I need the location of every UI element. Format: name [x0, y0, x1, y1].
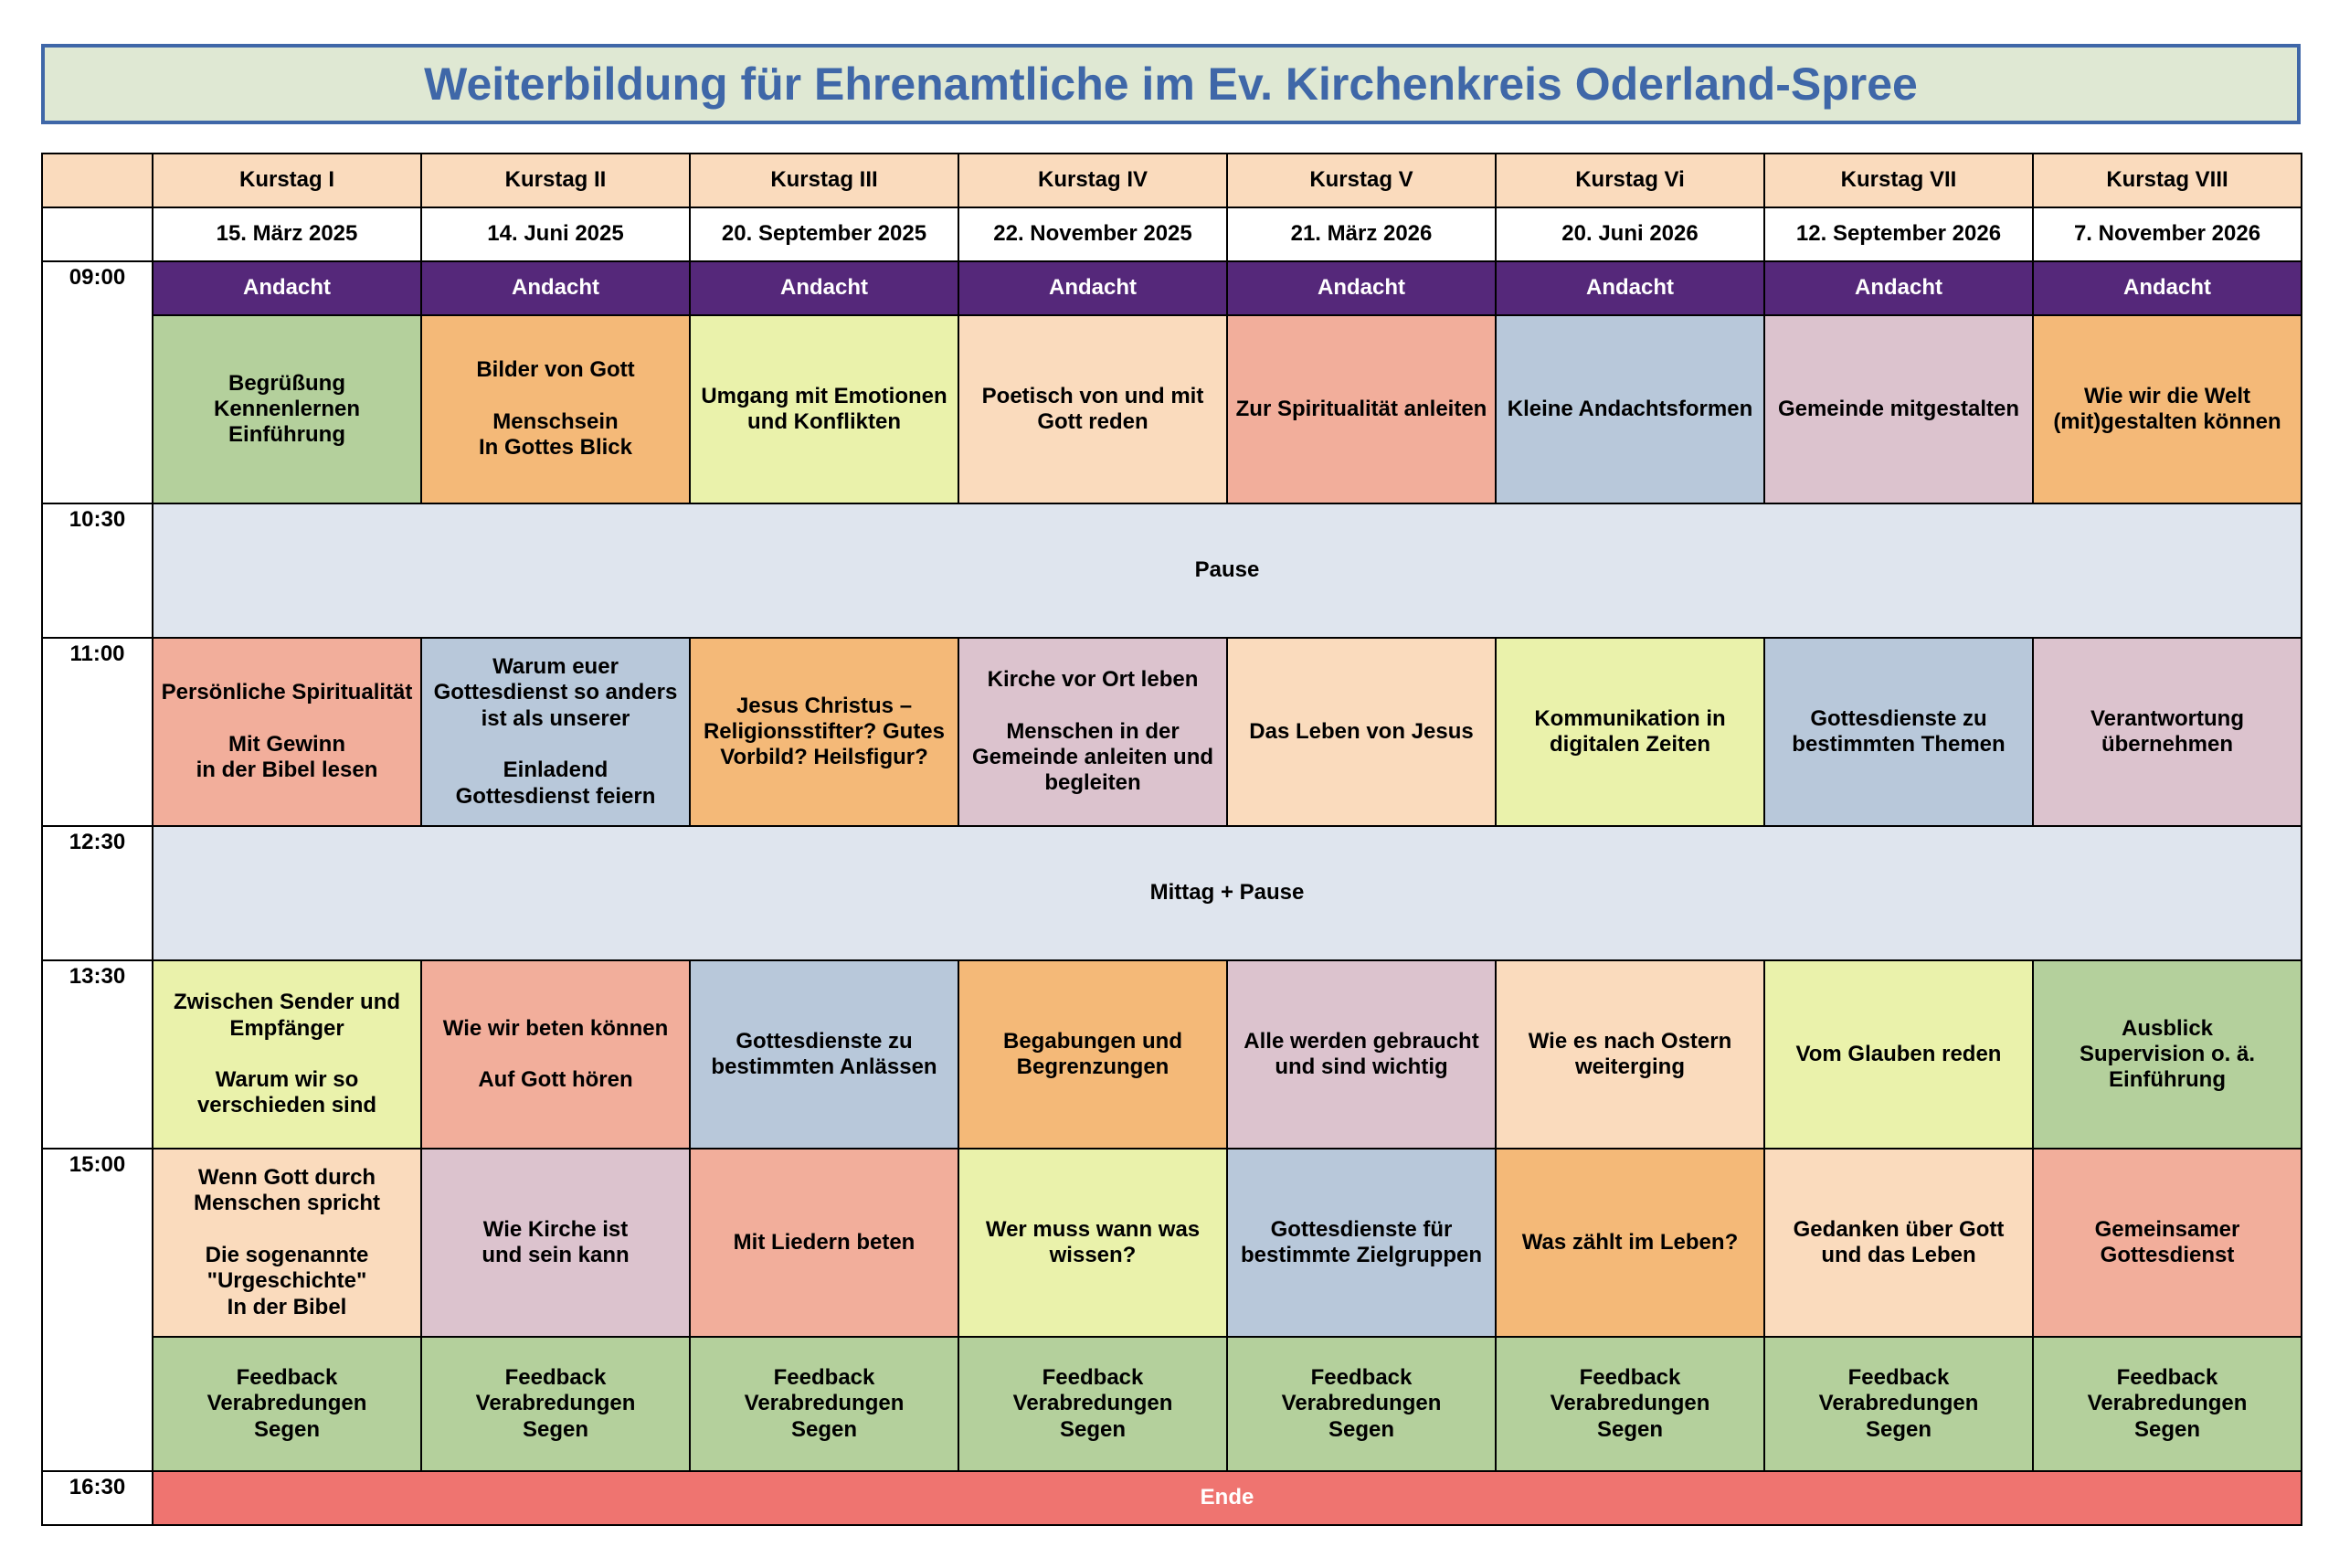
- andacht-cell: Andacht: [690, 261, 958, 315]
- andacht-cell: Andacht: [1227, 261, 1496, 315]
- schedule-table: [41, 153, 2302, 1526]
- kurstag-date: 21. März 2026: [1227, 207, 1496, 261]
- kurstag-date: 22. November 2025: [958, 207, 1227, 261]
- andacht-cell: Andacht: [421, 261, 690, 315]
- schedule-row: [42, 638, 2302, 826]
- andacht-cell: Andacht: [153, 261, 421, 315]
- schedule-row: [42, 1471, 2302, 1525]
- schedule-row: [42, 1149, 2302, 1337]
- kurstag-date: 14. Juni 2025: [421, 207, 690, 261]
- page-title: Weiterbildung für Ehrenamtliche im Ev. Kirchenkreis Oderland-Spree: [424, 58, 1918, 110]
- session-cell: Warum euer Gottesdienst so anders ist als unserer Einladend Gottesdienst feiern: [421, 638, 690, 826]
- andacht-cell: Andacht: [2033, 261, 2302, 315]
- session-cell: Jesus Christus – Religionsstifter? Gutes Vorbild? Heilsfigur?: [690, 638, 958, 826]
- time-label: 09:00: [42, 261, 153, 503]
- session-cell: Gemeinsamer Gottesdienst: [2033, 1149, 2302, 1337]
- session-cell: Alle werden gebraucht und sind wichtig: [1227, 960, 1496, 1149]
- schedule-row: [42, 154, 2302, 207]
- schedule-row: [42, 960, 2302, 1149]
- title-banner: [41, 44, 2301, 124]
- kurstag-date: 20. September 2025: [690, 207, 958, 261]
- kurstag-header: Kurstag VII: [1764, 154, 2033, 207]
- time-label: 13:30: [42, 960, 153, 1149]
- schedule-row: [42, 315, 2302, 503]
- session-cell: Wer muss wann was wissen?: [958, 1149, 1227, 1337]
- session-cell: Persönliche Spiritualität Mit Gewinn in der Bibel lesen: [153, 638, 421, 826]
- feedback-cell: Feedback Verabredungen Segen: [1227, 1337, 1496, 1471]
- andacht-cell: Andacht: [1496, 261, 1764, 315]
- session-cell: Gottesdienste zu bestimmten Anlässen: [690, 960, 958, 1149]
- session-cell: Begabungen und Begrenzungen: [958, 960, 1227, 1149]
- ende-cell: Ende: [153, 1471, 2302, 1525]
- session-cell: Bilder von Gott Menschsein In Gottes Blick: [421, 315, 690, 503]
- kurstag-date: 12. September 2026: [1764, 207, 2033, 261]
- kurstag-header: Kurstag VIII: [2033, 154, 2302, 207]
- session-cell: Wie es nach Ostern weiterging: [1496, 960, 1764, 1149]
- session-cell: Mit Liedern beten: [690, 1149, 958, 1337]
- kurstag-date: 7. November 2026: [2033, 207, 2302, 261]
- time-label: 16:30: [42, 1471, 153, 1525]
- schedule-row: [42, 826, 2302, 960]
- schedule-row: [42, 503, 2302, 638]
- session-cell: Begrüßung Kennenlernen Einführung: [153, 315, 421, 503]
- session-cell: Verantwortung übernehmen: [2033, 638, 2302, 826]
- kurstag-date: 20. Juni 2026: [1496, 207, 1764, 261]
- kurstag-header: Kurstag IV: [958, 154, 1227, 207]
- session-cell: Kommunikation in digitalen Zeiten: [1496, 638, 1764, 826]
- feedback-cell: Feedback Verabredungen Segen: [690, 1337, 958, 1471]
- session-cell: Ausblick Supervision o. ä. Einführung: [2033, 960, 2302, 1149]
- kurstag-header: Kurstag Vi: [1496, 154, 1764, 207]
- feedback-cell: Feedback Verabredungen Segen: [958, 1337, 1227, 1471]
- time-label: 12:30: [42, 826, 153, 960]
- andacht-cell: Andacht: [958, 261, 1227, 315]
- session-cell: Gedanken über Gott und das Leben: [1764, 1149, 2033, 1337]
- session-cell: Umgang mit Emotionen und Konflikten: [690, 315, 958, 503]
- session-cell: Was zählt im Leben?: [1496, 1149, 1764, 1337]
- feedback-cell: Feedback Verabredungen Segen: [2033, 1337, 2302, 1471]
- feedback-cell: Feedback Verabredungen Segen: [1496, 1337, 1764, 1471]
- kurstag-header: Kurstag III: [690, 154, 958, 207]
- time-label: 10:30: [42, 503, 153, 638]
- session-cell: Poetisch von und mit Gott reden: [958, 315, 1227, 503]
- session-cell: Zwischen Sender und Empfänger Warum wir so verschieden sind: [153, 960, 421, 1149]
- feedback-cell: Feedback Verabredungen Segen: [1764, 1337, 2033, 1471]
- kurstag-header: Kurstag II: [421, 154, 690, 207]
- schedule-row: [42, 261, 2302, 315]
- session-cell: Vom Glauben reden: [1764, 960, 2033, 1149]
- mittag-pause-cell: Mittag + Pause: [153, 826, 2302, 960]
- session-cell: Gottesdienste zu bestimmten Themen: [1764, 638, 2033, 826]
- feedback-cell: Feedback Verabredungen Segen: [153, 1337, 421, 1471]
- corner-cell: [42, 154, 153, 207]
- kurstag-header: Kurstag I: [153, 154, 421, 207]
- session-cell: Wie wir die Welt (mit)gestalten können: [2033, 315, 2302, 503]
- time-label: 11:00: [42, 638, 153, 826]
- corner-cell-date: [42, 207, 153, 261]
- session-cell: Das Leben von Jesus: [1227, 638, 1496, 826]
- feedback-cell: Feedback Verabredungen Segen: [421, 1337, 690, 1471]
- session-cell: Wie wir beten können Auf Gott hören: [421, 960, 690, 1149]
- session-cell: Wie Kirche ist und sein kann: [421, 1149, 690, 1337]
- kurstag-header: Kurstag V: [1227, 154, 1496, 207]
- kurstag-date: 15. März 2025: [153, 207, 421, 261]
- session-cell: Zur Spiritualität anleiten: [1227, 315, 1496, 503]
- session-cell: Wenn Gott durch Menschen spricht Die sogenannte "Urgeschichte" In der Bibel: [153, 1149, 421, 1337]
- time-label: 15:00: [42, 1149, 153, 1471]
- session-cell: Gottesdienste für bestimmte Zielgruppen: [1227, 1149, 1496, 1337]
- session-cell: Kleine Andachtsformen: [1496, 315, 1764, 503]
- session-cell: Kirche vor Ort leben Menschen in der Gemeinde anleiten und begleiten: [958, 638, 1227, 826]
- pause-cell: Pause: [153, 503, 2302, 638]
- schedule-row: [42, 1337, 2302, 1471]
- andacht-cell: Andacht: [1764, 261, 2033, 315]
- session-cell: Gemeinde mitgestalten: [1764, 315, 2033, 503]
- schedule-row: [42, 207, 2302, 261]
